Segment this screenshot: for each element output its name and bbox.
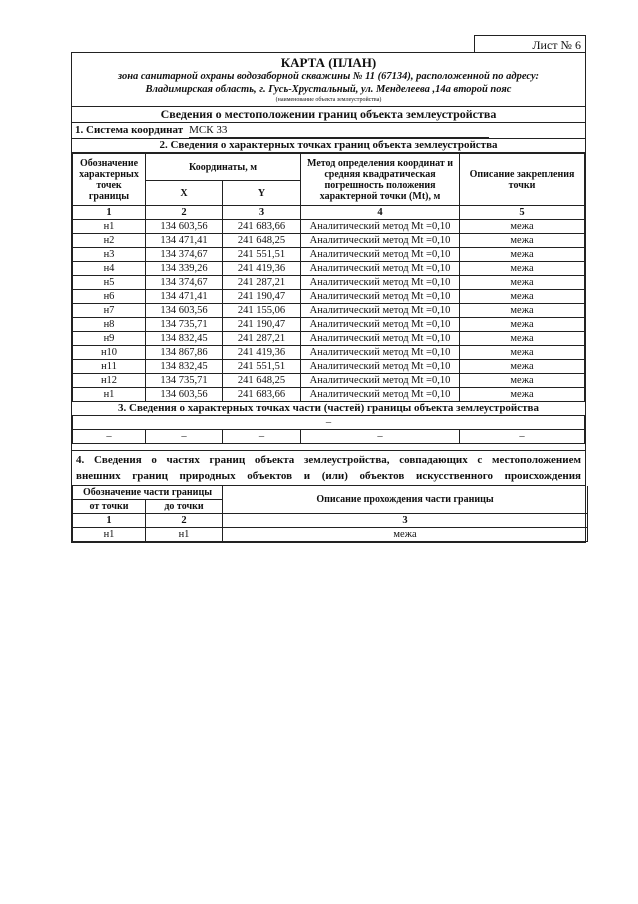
object-caption: (наименование объекта землеустройства) <box>275 97 382 103</box>
coord-x: 134 603,56 <box>146 220 223 234</box>
table-row <box>73 374 585 388</box>
dash-cell: – <box>301 430 460 444</box>
col-number: 1 <box>73 206 146 220</box>
method: Аналитический метод Mt =0,10 <box>301 346 460 360</box>
table-row <box>73 276 585 290</box>
coord-system-line <box>72 123 585 139</box>
point-id: н2 <box>73 234 146 248</box>
fixation: межа <box>460 360 585 374</box>
coord-system-label: 1. Система координат <box>75 124 184 136</box>
method: Аналитический метод Mt =0,10 <box>301 262 460 276</box>
point-id: н5 <box>73 276 146 290</box>
method: Аналитический метод Mt =0,10 <box>301 388 460 402</box>
fixation: межа <box>460 332 585 346</box>
table-row <box>73 346 585 360</box>
fixation: межа <box>460 220 585 234</box>
fixation: межа <box>460 248 585 262</box>
fixation: межа <box>460 262 585 276</box>
coord-y: 241 683,66 <box>223 388 301 402</box>
col-y-header: Y <box>223 181 301 206</box>
method: Аналитический метод Mt =0,10 <box>301 332 460 346</box>
point-id: н3 <box>73 248 146 262</box>
dash-cell: – <box>223 430 301 444</box>
method: Аналитический метод Mt =0,10 <box>301 234 460 248</box>
table-row <box>73 318 585 332</box>
point-id: н6 <box>73 290 146 304</box>
point-id: н12 <box>73 374 146 388</box>
coord-y: 241 648,25 <box>223 374 301 388</box>
fixation: межа <box>460 374 585 388</box>
object-description-line1: зона санитарной охраны водозаборной скважины № 11 (67134), расположенной по адресу: <box>118 71 539 82</box>
table-row <box>73 304 585 318</box>
table-row <box>73 220 585 234</box>
parts-table-body <box>73 528 588 542</box>
coord-y: 241 683,66 <box>223 220 301 234</box>
table-row <box>73 388 585 402</box>
fixation: межа <box>460 276 585 290</box>
table-row <box>73 528 588 542</box>
dash-cell: – <box>73 430 146 444</box>
dash-cell: – <box>460 430 585 444</box>
point-id: н1 <box>73 220 146 234</box>
col-number: 1 <box>73 514 146 528</box>
col-part-header: Обозначение части границы <box>73 486 223 500</box>
coord-y: 241 287,21 <box>223 332 301 346</box>
section2-title: 2. Сведения о характерных точках границ объекта землеустройства <box>72 139 585 153</box>
to-point: н1 <box>146 528 223 542</box>
coord-x: 134 603,56 <box>146 388 223 402</box>
section4-title-line2: внешних границ природных объектов и (или) объектов искусственного происхождения <box>72 467 585 486</box>
fixation: межа <box>460 304 585 318</box>
table-row <box>73 290 585 304</box>
passage-desc: межа <box>223 528 588 542</box>
method: Аналитический метод Mt =0,10 <box>301 374 460 388</box>
fixation: межа <box>460 234 585 248</box>
coord-x: 134 471,41 <box>146 290 223 304</box>
points-table <box>72 153 585 402</box>
col-x-header: X <box>146 181 223 206</box>
fixation: межа <box>460 388 585 402</box>
col-desc-header: Описание закрепления точки <box>460 154 585 206</box>
coord-x: 134 374,67 <box>146 248 223 262</box>
fixation: межа <box>460 290 585 304</box>
point-id: н4 <box>73 262 146 276</box>
coord-x: 134 832,45 <box>146 360 223 374</box>
col-number: 3 <box>223 514 588 528</box>
point-id: н1 <box>73 388 146 402</box>
method: Аналитический метод Mt =0,10 <box>301 276 460 290</box>
dash-cell: – <box>146 430 223 444</box>
col-number: 5 <box>460 206 585 220</box>
fixation: межа <box>460 346 585 360</box>
coord-x: 134 471,41 <box>146 234 223 248</box>
col-number: 4 <box>301 206 460 220</box>
method: Аналитический метод Mt =0,10 <box>301 248 460 262</box>
table-row <box>73 262 585 276</box>
method: Аналитический метод Mt =0,10 <box>301 304 460 318</box>
col-coords-header: Координаты, м <box>146 154 301 181</box>
col-point-header: Обозначение характерных точек границы <box>73 154 146 206</box>
coord-y: 241 419,36 <box>223 346 301 360</box>
object-description-line2: Владимирская область, г. Гусь-Хрустальный, ул. Менделеева ,14а второй пояс <box>145 84 512 95</box>
coord-x: 134 339,26 <box>146 262 223 276</box>
col-to-header: до точки <box>146 500 223 514</box>
method: Аналитический метод Mt =0,10 <box>301 220 460 234</box>
table-row <box>73 360 585 374</box>
point-id: н8 <box>73 318 146 332</box>
coord-y: 241 155,06 <box>223 304 301 318</box>
col-passage-header: Описание прохождения части границы <box>223 486 588 514</box>
point-id: н10 <box>73 346 146 360</box>
table-row <box>73 332 585 346</box>
coord-y: 241 648,25 <box>223 234 301 248</box>
method: Аналитический метод Mt =0,10 <box>301 360 460 374</box>
coord-x: 134 867,86 <box>146 346 223 360</box>
col-number: 2 <box>146 206 223 220</box>
document-title: КАРТА (ПЛАН) <box>280 55 377 70</box>
col-number: 2 <box>146 514 223 528</box>
coord-y: 241 551,51 <box>223 248 301 262</box>
coord-x: 134 603,56 <box>146 304 223 318</box>
table-row <box>73 248 585 262</box>
spacer <box>72 444 585 451</box>
coord-system-value: МСК 33 <box>189 123 489 138</box>
coord-x: 134 735,71 <box>146 318 223 332</box>
coord-y: 241 190,47 <box>223 318 301 332</box>
parts-points-table <box>72 416 585 444</box>
section4-title-line1: 4. Сведения о частях границ объекта землеустройства, совпадающих с местоположением <box>76 454 581 466</box>
parts-table <box>72 486 588 542</box>
point-id: н7 <box>73 304 146 318</box>
coord-y: 241 287,21 <box>223 276 301 290</box>
method: Аналитический метод Mt =0,10 <box>301 318 460 332</box>
sheet-number: Лист № 6 <box>474 35 586 53</box>
points-table-body <box>73 220 585 402</box>
dash-cell: – <box>73 416 585 430</box>
coord-y: 241 419,36 <box>223 262 301 276</box>
section3-title: 3. Сведения о характерных точках части (частей) границы объекта землеустройства <box>72 402 585 416</box>
col-from-header: от точки <box>73 500 146 514</box>
from-point: н1 <box>73 528 146 542</box>
point-id: н9 <box>73 332 146 346</box>
coord-x: 134 832,45 <box>146 332 223 346</box>
method: Аналитический метод Mt =0,10 <box>301 290 460 304</box>
coord-y: 241 551,51 <box>223 360 301 374</box>
coord-y: 241 190,47 <box>223 290 301 304</box>
document <box>71 52 586 543</box>
table-row <box>73 234 585 248</box>
fixation: межа <box>460 318 585 332</box>
col-number: 3 <box>223 206 301 220</box>
coord-x: 134 374,67 <box>146 276 223 290</box>
col-method-header: Метод определения координат и средняя квадратическая погрешность положения характерной точки (Mt), м <box>301 154 460 206</box>
section1-title: Сведения о местоположении границ объекта землеустройства <box>72 107 585 123</box>
coord-x: 134 735,71 <box>146 374 223 388</box>
document-header <box>72 53 585 107</box>
point-id: н11 <box>73 360 146 374</box>
